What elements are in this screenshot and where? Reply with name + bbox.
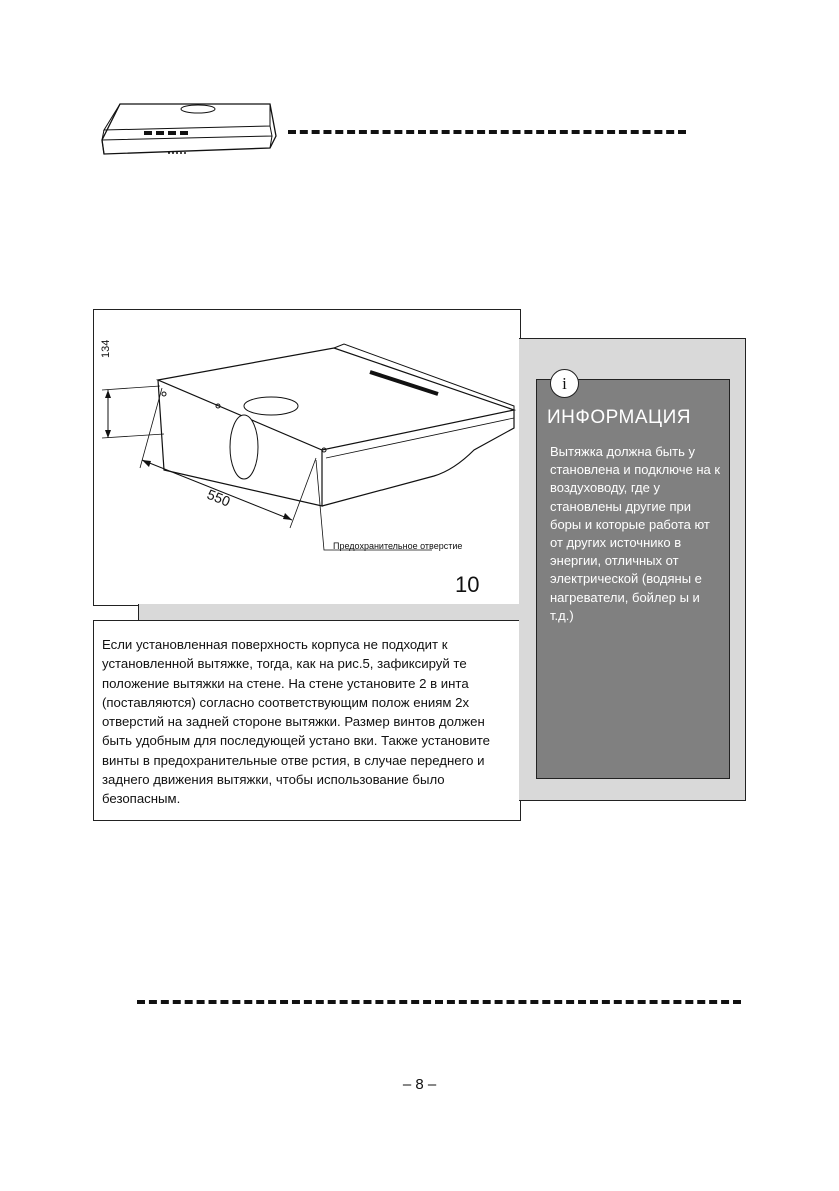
instruction-text-box <box>93 620 521 821</box>
svg-text:550: 550 <box>204 485 233 510</box>
footer-dashed-rule <box>137 1000 741 1004</box>
hood-installation-diagram <box>94 310 518 603</box>
range-hood-icon <box>98 100 278 162</box>
info-text: Вытяжка должна быть у становлена и подключе на к воздуховоду, где у становлены другие при боры и которые работа ют от других источнико в энергии, отличных от электрической (водяны е нагреватели, бойлер ы и т.д.) <box>550 444 721 623</box>
safety-hole-label: Предохранительное отверстие <box>333 541 463 551</box>
header-dashed-rule <box>288 130 686 134</box>
page-number: – 8 – <box>402 1076 437 1093</box>
figure-number: 10 <box>455 572 480 597</box>
figure-caption-strip <box>138 604 521 621</box>
info-title: ИНФОРМАЦИЯ <box>547 407 691 428</box>
dimension-height-label: 134 <box>100 339 112 358</box>
instruction-paragraph: Если установленная поверхность корпуса не подходит к установленной вытяжке, тогда, как на рис.5, зафиксируй те положение вытяжки на стене. На стене установите 2 в инта (поставляются) согласно соответствующим полож ениям 2х отверстий на задней стороне вытяжки. Размер винтов должен быть удобным для последующей устано вки. Также установите винты в предохранительные отве рстия, в случае переднего и заднего движения вытяжки, чтобы использование было безопасным. <box>102 637 490 807</box>
info-icon: i <box>550 369 579 398</box>
